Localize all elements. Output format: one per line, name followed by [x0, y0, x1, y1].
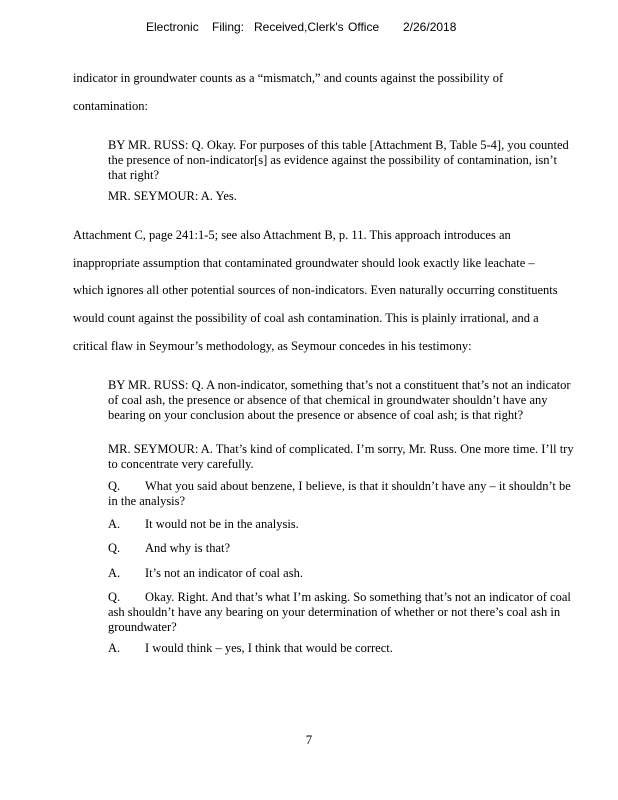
qa-line	[108, 517, 578, 532]
qa-line	[108, 566, 578, 581]
qa-line	[108, 641, 578, 656]
header-date: 2/26/2018	[403, 20, 457, 34]
qa-line	[108, 590, 578, 635]
para2-line2: inappropriate assumption that contaminated groundwater should look exactly like leachate –	[73, 256, 535, 270]
para2-line3: which ignores all other potential sources of non-indicators. Even naturally occurring constituents	[73, 283, 558, 297]
para2-line4: would count against the possibility of coal ash contamination. This is plainly irrational, and a	[73, 311, 539, 325]
header-received: Received,Clerk's	[254, 20, 344, 34]
header-filing: Filing:	[212, 20, 245, 34]
qa-tag: A.	[108, 641, 121, 655]
para2-line5: critical flaw in Seymour’s methodology, as Seymour concedes in his testimony:	[73, 339, 472, 353]
quote2-question: BY MR. RUSS: Q. A non-indicator, something that’s not a constituent that’s not an indicator of coal ash, the presence or absence of that chemical in groundwater shouldn’t have any bearing on your conclusion about the presence or absence of coal ash; is that right?	[108, 378, 571, 422]
para1-line1: indicator in groundwater counts as a “mismatch,” and counts against the possibility of	[73, 71, 504, 85]
qa-line	[108, 541, 578, 556]
qa-text: It’s not an indicator of coal ash.	[145, 566, 303, 580]
qa-text: It would not be in the analysis.	[145, 517, 299, 531]
qa-text: And why is that?	[145, 541, 231, 555]
quote1-answer: MR. SEYMOUR: A. Yes.	[108, 189, 237, 203]
qa-tag: Q.	[108, 590, 121, 604]
header-office: Office	[348, 20, 380, 34]
qa-text: What you said about benzene, I believe, is that it shouldn’t have any – it shouldn’t be in the analysis?	[108, 479, 571, 508]
qa-tag: A.	[108, 517, 121, 531]
header-electronic: Electronic	[146, 20, 199, 34]
quote1-question: BY MR. RUSS: Q. Okay. For purposes of this table [Attachment B, Table 5-4], you counted the presence of non-indicator[s] as evidence against the possibility of contamination, isn’t that right?	[108, 138, 569, 182]
qa-tag: Q.	[108, 479, 121, 493]
qa-tag: A.	[108, 566, 121, 580]
qa-tag: Q.	[108, 541, 121, 555]
para1-line2: contamination:	[73, 99, 148, 113]
qa-text: Okay. Right. And that’s what I’m asking. So something that’s not an indicator of coal ash shouldn’t have any bearing on your determination of whether or not there’s coal ash in groundwater?	[108, 590, 571, 634]
quote2-answer: MR. SEYMOUR: A. That’s kind of complicated. I’m sorry, Mr. Russ. One more time. I’ll try to concentrate very carefully.	[108, 442, 574, 471]
para2-line1: Attachment C, page 241:1-5; see also Attachment B, p. 11. This approach introduces an	[73, 228, 511, 242]
qa-line	[108, 479, 578, 509]
page-number: 7	[305, 733, 313, 747]
qa-text: I would think – yes, I think that would be correct.	[145, 641, 393, 655]
